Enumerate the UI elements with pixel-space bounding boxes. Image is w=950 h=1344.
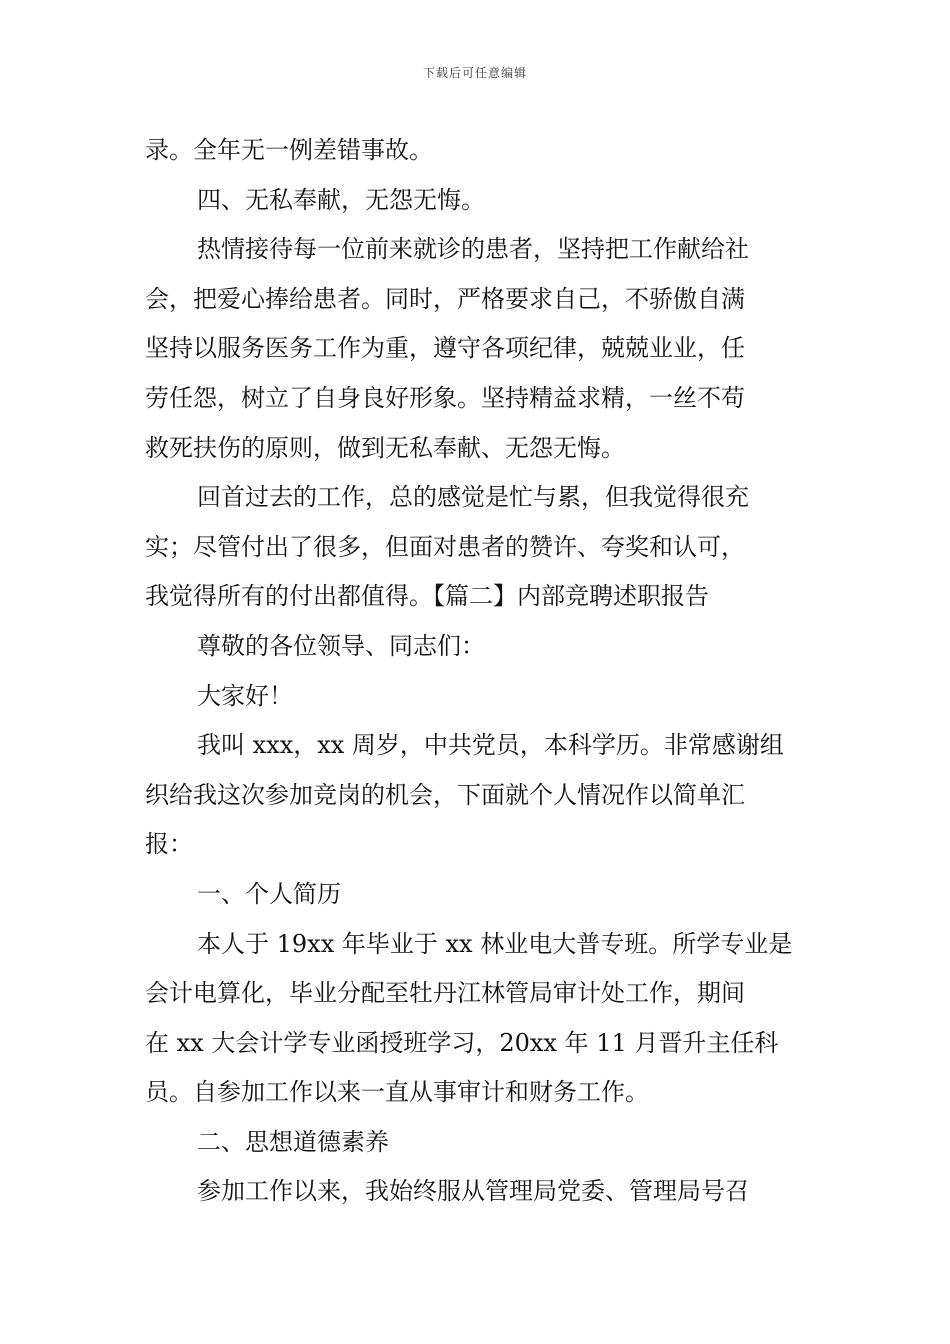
text-line: 会，把爱心捧给患者。同时，严格要求自己，不骄傲自满 — [145, 284, 745, 313]
text-line: 录。全年无一例差错事故。 — [145, 136, 433, 164]
text-line: 员。自参加工作以来一直从事审计和财务工作。 — [145, 1078, 649, 1107]
text-line: 织给我这次参加竞岗的机会，下面就个人情况作以简单汇 — [145, 780, 745, 809]
text-line: 我觉得所有的付出都值得。【篇二】内部竞聘述职报告 — [145, 582, 709, 611]
text-line: 本人于 19xx 年毕业于 xx 林业电大普专班。所学专业是 — [197, 929, 793, 958]
text-line: 大家好！ — [197, 681, 293, 710]
document-body — [145, 126, 807, 1217]
text-line: 我叫 xxx，xx 周岁，中共党员，本科学历。非常感谢组 — [197, 731, 784, 760]
page-header-note: 下载后可任意编辑 — [422, 66, 527, 80]
text-line: 四、无私奉献，无怨无悔。 — [197, 185, 485, 214]
text-line: 一、个人简历 — [197, 879, 341, 908]
text-line: 尊敬的各位领导、同志们： — [197, 631, 485, 660]
text-line: 报： — [145, 830, 193, 859]
text-line: 救死扶伤的原则，做到无私奉献、无怨无悔。 — [145, 433, 625, 462]
text-line: 劳任怨，树立了自身良好形象。坚持精益求精，一丝不苟 — [145, 383, 745, 412]
text-line: 实；尽管付出了很多，但面对患者的赞许、夸奖和认可， — [145, 532, 745, 561]
text-line: 参加工作以来，我始终服从管理局党委、管理局号召 — [197, 1177, 749, 1206]
text-line: 坚持以服务医务工作为重，遵守各项纪律，兢兢业业，任 — [145, 334, 745, 363]
text-line: 二、思想道德素养 — [197, 1127, 389, 1156]
text-line: 在 xx 大会计学专业函授班学习，20xx 年 11 月晋升主任科 — [145, 1028, 779, 1057]
text-line: 会计电算化，毕业分配至牡丹江林管局审计处工作，期间 — [145, 979, 745, 1008]
text-line: 回首过去的工作，总的感觉是忙与累，但我觉得很充 — [197, 483, 749, 512]
text-line: 热情接待每一位前来就诊的患者，坚持把工作献给社 — [197, 235, 749, 264]
